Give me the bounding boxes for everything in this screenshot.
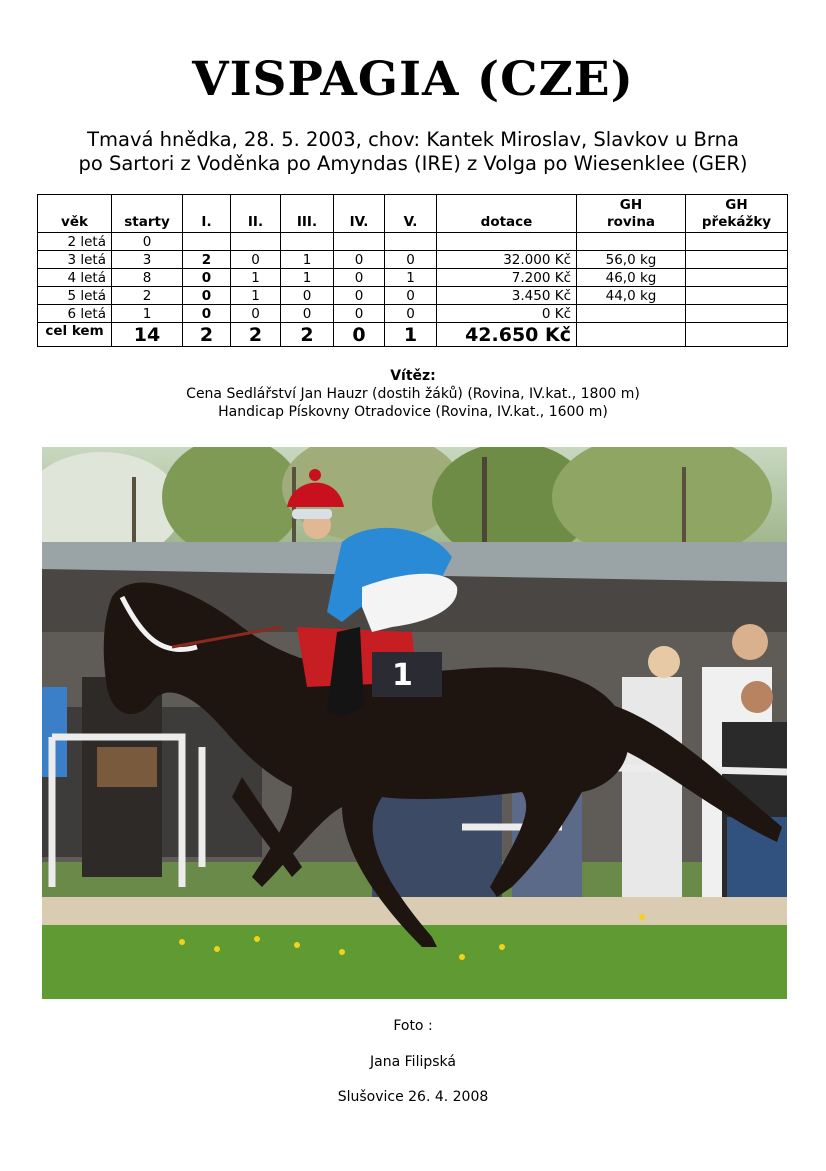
col-header-fifth: V. [385,195,437,233]
cell-fifth: 1 [385,269,437,287]
cell-first: 2 [183,251,231,269]
table-total-row [38,323,788,347]
table-row [38,251,788,269]
cell-gh-hurdle [686,287,788,305]
cell-prize [437,233,577,251]
cell-fourth: 0 [334,305,385,323]
won-race-1: Cena Sedlářství Jan Hauzr (dostih žáků) (Rovina, IV.kat., 1800 m) [186,386,640,402]
cell-total-starts: 14 [112,323,183,347]
table-header-row [38,195,788,233]
cell-age: 2 letá [38,233,112,251]
cell-gh-hurdle [686,233,788,251]
cell-total-prize: 42.650 Kč [437,323,577,347]
cell-total-third: 2 [281,323,334,347]
gh-flat-line1: GH [619,197,643,213]
cell-gh-flat: 44,0 kg [577,287,686,305]
cell-gh-hurdle [686,251,788,269]
cell-age: 4 letá [38,269,112,287]
col-header-age: věk [38,195,112,233]
cell-starts: 0 [112,233,183,251]
col-header-gh-hurdle [686,195,788,233]
cell-fourth [334,233,385,251]
cell-third: 1 [281,251,334,269]
cell-total-first: 2 [183,323,231,347]
cell-first [183,233,231,251]
horse-color-birth-breeder: Tmavá hnědka, 28. 5. 2003, chov: Kantek Miroslav, Slavkov u Brna [87,128,739,151]
cell-third: 1 [281,269,334,287]
cell-starts: 1 [112,305,183,323]
horse-and-jockey-photo [42,447,787,999]
cell-age: 6 letá [38,305,112,323]
col-header-first: I. [183,195,231,233]
col-header-prize: dotace [437,195,577,233]
table-row [38,287,788,305]
table-row [38,269,788,287]
cap-pompom [309,469,321,481]
cell-third: 0 [281,287,334,305]
goggles [292,509,332,519]
table-row [38,233,788,251]
photo-place-date: Slušovice 26. 4. 2008 [337,1089,489,1105]
cell-gh-flat: 56,0 kg [577,251,686,269]
gh-hurdle-line2: překážky [701,214,772,230]
cell-fourth: 0 [334,287,385,305]
cell-age: 3 letá [38,251,112,269]
cell-gh-hurdle [686,305,788,323]
cell-prize: 0 Kč [437,305,577,323]
cell-third [281,233,334,251]
cell-starts: 2 [112,287,183,305]
cell-total-fifth: 1 [385,323,437,347]
cell-gh-flat [577,305,686,323]
col-header-second: II. [231,195,281,233]
cell-second: 1 [231,287,281,305]
col-header-third: III. [281,195,334,233]
cell-total-label: cel kem [38,323,112,347]
cell-fifth: 0 [385,287,437,305]
table-row [38,305,788,323]
cell-fourth: 0 [334,251,385,269]
cell-fourth: 0 [334,269,385,287]
cell-second: 0 [231,251,281,269]
gh-hurdle-line1: GH [725,197,748,213]
cell-first: 0 [183,287,231,305]
winner-heading: Vítěz: [390,368,436,384]
horse-pedigree: po Sartori z Voděnka po Amyndas (IRE) z Volga po Wiesenklee (GER) [78,152,748,175]
col-header-fourth: IV. [334,195,385,233]
cell-second [231,233,281,251]
saddle-cloth-number: 1 [392,658,413,693]
cell-fifth: 0 [385,251,437,269]
cell-third: 0 [281,305,334,323]
cell-prize: 3.450 Kč [437,287,577,305]
cell-first: 0 [183,305,231,323]
cell-total-gh-hurdle [686,323,788,347]
cell-total-gh-flat [577,323,686,347]
cell-first: 0 [183,269,231,287]
cell-starts: 8 [112,269,183,287]
horse-name-title: VISPAGIA (CZE) [192,52,634,107]
cell-gh-hurdle [686,269,788,287]
cell-second: 0 [231,305,281,323]
photographer-name: Jana Filipská [370,1054,456,1070]
cell-total-fourth: 0 [334,323,385,347]
race-photo [42,447,787,999]
cell-second: 1 [231,269,281,287]
photo-credit-label: Foto : [393,1018,433,1034]
cell-fifth [385,233,437,251]
cell-age: 5 letá [38,287,112,305]
cell-total-second: 2 [231,323,281,347]
col-header-gh-flat [577,195,686,233]
cell-starts: 3 [112,251,183,269]
won-race-2: Handicap Pískovny Otradovice (Rovina, IV.kat., 1600 m) [218,404,608,420]
cell-gh-flat: 46,0 kg [577,269,686,287]
cell-gh-flat [577,233,686,251]
cell-fifth: 0 [385,305,437,323]
race-record-table [37,194,788,347]
cell-prize: 32.000 Kč [437,251,577,269]
gh-flat-line2: rovina [606,214,656,230]
col-header-starts: starty [112,195,183,233]
cell-prize: 7.200 Kč [437,269,577,287]
